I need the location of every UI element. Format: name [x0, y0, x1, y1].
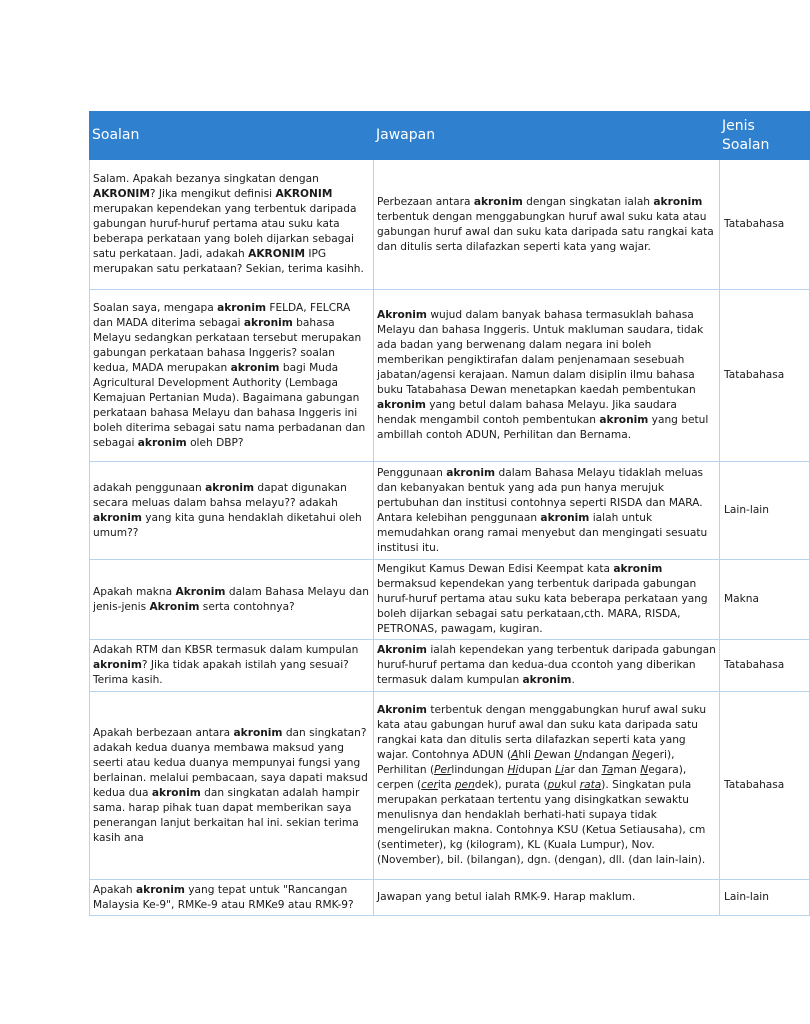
text-segment: man: [613, 764, 641, 776]
text-segment: Penggunaan: [377, 466, 447, 479]
text-segment: Salam. Apakah bezanya singkatan dengan: [93, 173, 319, 185]
highlight-term: Akronim: [377, 644, 427, 656]
highlight-term: Akronim: [149, 600, 200, 613]
text-segment: lindungan: [451, 764, 508, 776]
highlight-term: akronim: [93, 659, 142, 671]
cell-jawapan: [374, 692, 720, 880]
highlight-term: akronim: [599, 414, 649, 426]
highlight-term: Akronim: [175, 585, 226, 598]
text-segment: merupakan kependekan yang terbentuk daripada gabungan huruf-huruf pertama atau suku kata beberapa perkataan yang boleh dijarkan sebagai satu perkataan. Jadi, adakah: [93, 203, 357, 260]
highlight-term: akronim: [136, 883, 185, 896]
header-jenis-line2: Soalan: [722, 136, 770, 153]
text-segment: egara), cerpen (: [377, 764, 687, 791]
text-segment: Soalan saya, mengapa: [93, 301, 218, 314]
highlight-term: Akronim: [377, 309, 427, 321]
text-segment: kul: [560, 779, 580, 791]
table-body: [90, 160, 810, 916]
text-segment: Jawapan yang betul ialah RMK-9. Harap maklum.: [377, 891, 636, 903]
table-row: [90, 462, 810, 560]
table-row: [90, 290, 810, 462]
highlight-term: akronim: [653, 195, 703, 208]
underlined-letters: cer: [421, 779, 438, 791]
underlined-letters: N: [640, 764, 649, 776]
highlight-term: AKRONIM: [248, 248, 306, 260]
underlined-letters: N: [631, 749, 640, 761]
text-segment: dalam Bahasa Melayu tidaklah meluas dan kebanyakan bentuk yang ada pun hanya merujuk pertubuhan dan institusi contohnya seperti RISDA dan MARA. Antara kelebihan penggunaan: [377, 466, 704, 524]
text-segment: ita: [437, 779, 455, 791]
cell-soalan: [90, 560, 374, 640]
header-jenis-soalan: [720, 112, 810, 160]
underlined-letters: Per: [434, 764, 452, 776]
table-row: [90, 640, 810, 692]
text-segment: dan singkatan adalah hampir sama. harap pihak tuan dapat memberikan saya penerangan lanjut berkaitan hal ini. sekian terima kasih ana: [93, 786, 360, 844]
highlight-term: akronim: [243, 316, 293, 329]
cell-soalan: [90, 880, 374, 916]
text-segment: bermaksud kependekan yang terbentuk daripada gabungan huruf-huruf pertama atau suku kata beberapa perkataan yang boleh dijarkan sebagai satu perkataan,cth. MARA, RISDA, PETRONAS, pawagam, kugiran.: [377, 578, 708, 635]
underlined-letters: pu: [547, 779, 561, 791]
table-header-row: [90, 112, 810, 160]
highlight-term: akronim: [230, 361, 280, 374]
header-jawapan: Jawapan: [374, 112, 720, 160]
cell-jawapan: [374, 462, 720, 560]
cell-jawapan: [374, 290, 720, 462]
cell-soalan: [90, 160, 374, 290]
text-segment: serta contohnya?: [199, 600, 295, 613]
text-segment: ). Singkatan pula merupakan perkataan tertentu yang disingkatkan sewaktu menulisnya dan hendaklah berhati-hati supaya tidak mengelirukan makna. Contohnya KSU (Ketua Setiausaha), cm (sentimeter), kg (kilogram), KL (Kuala Lumpur), Nov. (November), bil. (bilangan), dgn. (dengan), dll. (dan lain-lain).: [377, 779, 706, 866]
cell-soalan: [90, 692, 374, 880]
text-segment: ialah kependekan yang terbentuk daripada gabungan huruf-huruf pertama dan kedua-dua ccontoh yang diberikan termasuk dalam kumpulan: [377, 644, 716, 686]
text-segment: ? Jika tidak apakah istilah yang sesuai? Terima kasih.: [93, 659, 349, 686]
cell-jenis-soalan: Tatabahasa: [720, 640, 810, 692]
header-jenis-line1: Jenis: [722, 117, 755, 134]
highlight-term: akronim: [233, 726, 283, 739]
text-segment: ar dan: [563, 764, 602, 776]
text-segment: Perbezaan antara: [377, 195, 474, 208]
text-segment: FELDA, FELCRA dan MADA diterima sebagai: [93, 301, 351, 329]
text-segment: dupan: [518, 764, 556, 776]
cell-jenis-soalan: Makna: [720, 560, 810, 640]
cell-jenis-soalan: Lain-lain: [720, 462, 810, 560]
table-row: [90, 560, 810, 640]
underlined-letters: Ta: [601, 764, 614, 776]
underlined-letters: A: [511, 749, 519, 761]
text-segment: yang tepat untuk "Rancangan Malaysia Ke-9", RMKe-9 atau RMKe9 atau RMK-9?: [93, 883, 354, 911]
text-segment: egeri), Perhilitan (: [377, 749, 675, 776]
underlined-letters: D: [534, 749, 543, 761]
highlight-term: akronim: [522, 674, 572, 686]
cell-jawapan: [374, 640, 720, 692]
highlight-term: Akronim: [377, 704, 427, 716]
text-segment: dalam Bahasa Melayu dan jenis-jenis: [93, 585, 369, 613]
text-segment: yang kita guna hendaklah diketahui oleh umum??: [93, 511, 362, 539]
qa-table: [89, 111, 810, 916]
text-segment: dapat digunakan secara meluas dalam bahsa melayu?? adakah: [93, 481, 347, 509]
highlight-term: akronim: [446, 466, 496, 479]
underlined-letters: Li: [555, 764, 564, 776]
text-segment: Mengikut Kamus Dewan Edisi Keempat kata: [377, 563, 614, 575]
cell-jenis-soalan: Lain-lain: [720, 880, 810, 916]
underlined-letters: rata: [579, 779, 602, 791]
highlight-term: akronim: [93, 511, 142, 524]
text-segment: wujud dalam banyak bahasa termasuklah bahasa Melayu dan bahasa Inggeris. Untuk makluman saudara, tidak ada badan yang berwenang dalam negara ini boleh memberikan pengiktirafan dalam penjenamaan sesebuah jabatan/agensi kerajaan. Namun dalam disiplin ilmu bahasa buku Tatabahasa Dewan menetapkan kaedah pembentukan: [377, 309, 704, 396]
cell-jenis-soalan: Tatabahasa: [720, 290, 810, 462]
text-segment: yang betul ambillah contoh ADUN, Perhilitan dan Bernama.: [377, 414, 709, 441]
text-segment: oleh DBP?: [186, 436, 244, 449]
highlight-term: akronim: [217, 301, 266, 314]
text-segment: ndangan: [582, 749, 632, 761]
underlined-letters: Hi: [507, 764, 519, 776]
underlined-letters: U: [574, 749, 582, 761]
text-segment: Apakah: [93, 883, 136, 896]
highlight-term: akronim: [540, 511, 590, 524]
text-segment: .: [571, 674, 575, 686]
highlight-term: akronim: [137, 436, 187, 449]
text-segment: yang betul dalam bahasa Melayu. Jika saudara hendak mengambil contoh pembentukan: [377, 399, 677, 426]
cell-jawapan: [374, 880, 720, 916]
text-segment: Adakah RTM dan KBSR termasuk dalam kumpulan: [93, 644, 359, 656]
text-segment: terbentuk dengan menggabungkan huruf awal suku kata atau gabungan huruf awal dan suku kata daripada satu rangkai kata dan ditulis serta dilafazkan seperti kata yang wajar. Contohnya ADUN (: [377, 704, 707, 761]
cell-jenis-soalan: Tatabahasa: [720, 692, 810, 880]
table-row: [90, 880, 810, 916]
cell-soalan: [90, 462, 374, 560]
table-row: [90, 160, 810, 290]
text-segment: dek), purata (: [474, 779, 548, 791]
text-segment: ? Jika mengikut definisi: [149, 188, 276, 200]
cell-soalan: [90, 640, 374, 692]
cell-jawapan: [374, 560, 720, 640]
highlight-term: AKRONIM: [93, 188, 150, 200]
text-segment: Apakah makna: [93, 585, 176, 598]
text-segment: terbentuk dengan menggabungkan huruf awal suku kata atau gabungan huruf awal dan suku kata daripada satu rangkai kata dan ditulis serta dilafazkan seperti kata yang wajar.: [377, 210, 714, 253]
table-row: [90, 692, 810, 880]
text-segment: ialah untuk memudahkan orang ramai menyebut dan mengingati sesuatu institusi itu.: [377, 511, 708, 554]
text-segment: adakah penggunaan: [93, 481, 206, 494]
text-segment: dengan singkatan ialah: [522, 195, 654, 208]
text-segment: hli: [518, 749, 535, 761]
header-soalan: Soalan: [90, 112, 374, 160]
highlight-term: akronim: [473, 195, 523, 208]
text-segment: bahasa Melayu sedangkan perkataan tersebut merupakan gabungan perkataan bahasa Inggeris? soalan kedua, MADA merupakan: [93, 316, 362, 374]
text-segment: IPG merupakan satu perkataan? Sekian, terima kasihh.: [93, 248, 364, 275]
cell-soalan: [90, 290, 374, 462]
highlight-term: akronim: [613, 563, 663, 575]
text-segment: Apakah berbezaan antara: [93, 726, 234, 739]
text-segment: bagi Muda Agricultural Development Authority (Lembaga Kemajuan Pertanian Muda). Bagaimana gabungan perkataan bahasa Melayu dan bahasa Inggeris ini boleh diterima sebagai satu nama perbadanan dan sebagai: [93, 361, 366, 449]
underlined-letters: pen: [454, 779, 475, 791]
text-segment: ewan: [542, 749, 575, 761]
qa-table-container: [89, 111, 785, 916]
highlight-term: akronim: [377, 399, 426, 411]
highlight-term: akronim: [151, 786, 201, 799]
text-segment: dan singkatan? adakah kedua duanya membawa maksud yang seerti atau kedua duanya mempunyai fungsi yang berlainan. melalui pembacaan, saya dapati maksud kedua dua: [93, 726, 368, 799]
cell-jenis-soalan: Tatabahasa: [720, 160, 810, 290]
highlight-term: AKRONIM: [275, 188, 333, 200]
cell-jawapan: [374, 160, 720, 290]
highlight-term: akronim: [205, 481, 255, 494]
